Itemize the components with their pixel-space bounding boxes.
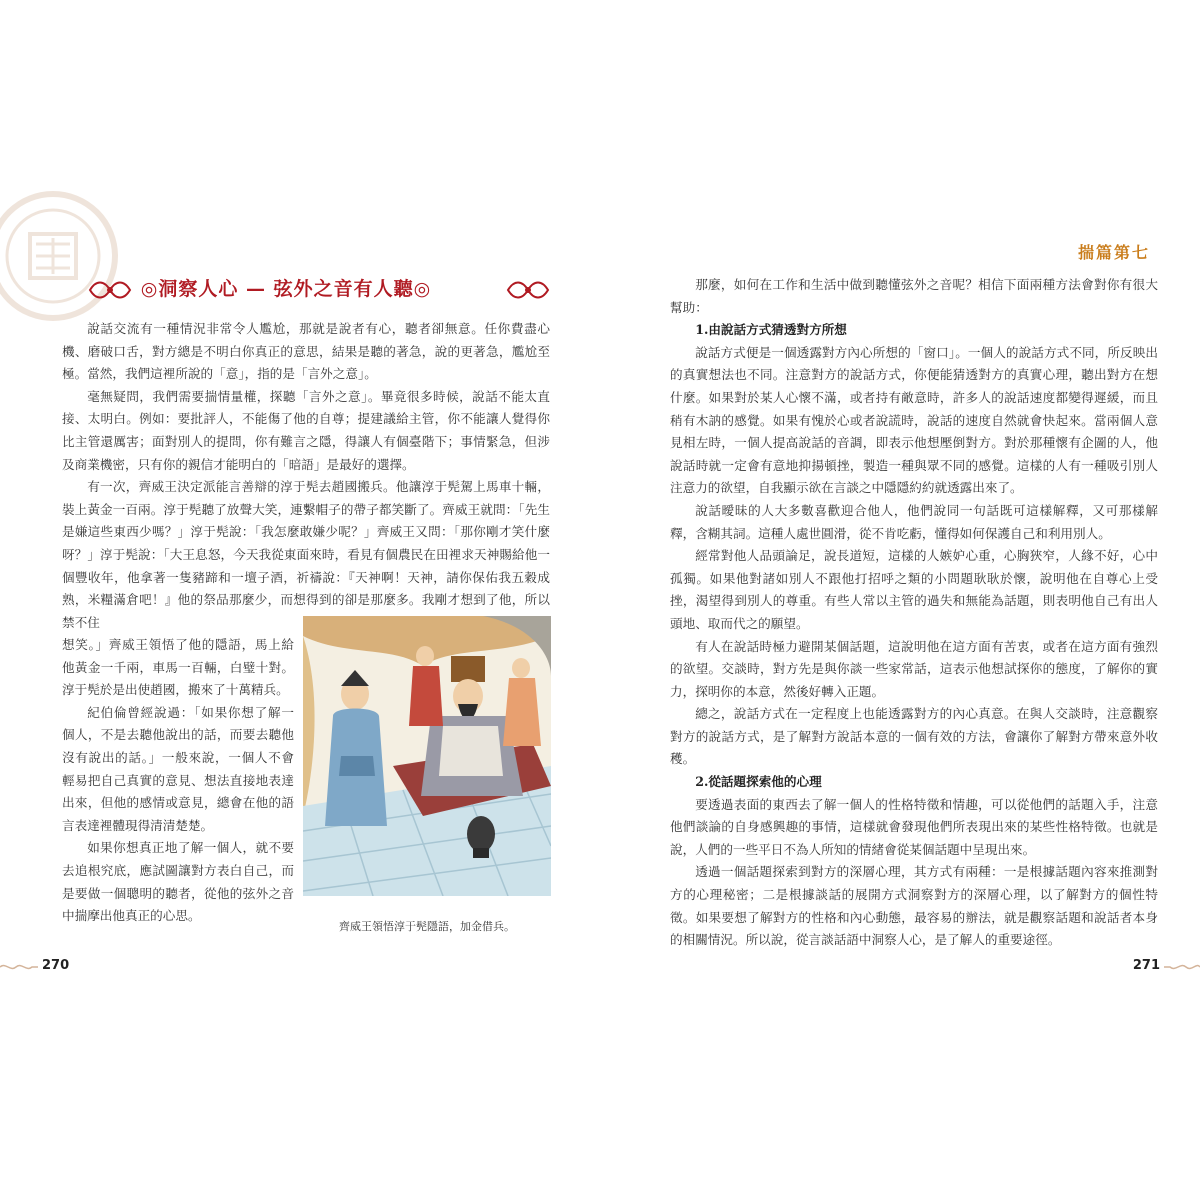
paragraph: 有一次，齊威王決定派能言善辯的淳于髡去趙國搬兵。他讓淳于髡駕上馬車十輛，裝上黃金一百兩。淳于髡聽了放聲大笑，連繫帽子的帶子都笑斷了。齊威王就問：「先生是嫌這些東西少嗎？」淳于髡說：「我怎麼敢嫌少呢？」齊威王又問：「那你剛才笑什麼呀？」淳于髡說：「大王息怒，今天我從東面來時，看見有個農民在田裡求天神賜給他一個豐收年，他拿著一隻豬蹄和一壇子酒，祈禱說：『天神啊！天神，請你保佑我五穀成熟，米糧滿倉吧！』他的祭品那麼少，而想得到的卻是那麼多。我剛才想到了他，所以禁不住 (62, 479, 550, 630)
paragraph: 紀伯倫曾經說過：「如果你想了解一個人，不是去聽他說出的話，而要去聽他沒有說出的話。」一般來說，一個人不會輕易把自己真實的意見、想法直接地表達出來，但他的感情或意見，總會在他的語言表達裡體現得清清楚楚。 (62, 704, 294, 833)
paragraph: 要透過表面的東西去了解一個人的性格特徵和情趣，可以從他們的話題入手，注意他們談論的自身感興趣的事情，這樣就會發現他們所表現出來的某些性格特徵。也就是說，人們的一些平日不為人所知的情緒會從某個話題中呈現出來。 (670, 796, 1158, 857)
section-title: ◎洞察人心 — 弦外之音有人聽◎ (140, 278, 432, 300)
chapter-heading: 揣篇第七 (1077, 243, 1150, 262)
left-lower-text (62, 634, 294, 928)
paragraph: 如果你想真正地了解一個人，就不要去追根究底，應試圖讓對方表白自己，而是要做一個聰明的聽者，從他的弦外之音中揣摩出他真正的心思。 (62, 840, 294, 924)
section-title-row (70, 274, 550, 306)
knot-ornament-icon (88, 280, 132, 300)
paragraph: 說話曖昧的人大多數喜歡迎合他人，他們說同一句話既可這樣解釋，又可那樣解釋，含糊其詞。這種人處世圓滑，從不肯吃虧，懂得如何保護自己和利用別人。 (670, 502, 1158, 541)
paragraph: 透過一個話題探索到對方的深層心理，其方式有兩種：一是根據話題內容來推測對方的心理秘密；二是根據談話的展開方式洞察對方的深層心理，以了解對方的個性特徵。如果要想了解對方的性格和內心動態，最容易的辦法，就是觀察話題和說話者本身的相關情況。所以說，從言談話語中洞察人心，是了解人的重要途徑。 (670, 864, 1158, 948)
illustration-caption: 齊威王領悟淳于髡隱語，加金借兵。 (339, 920, 515, 933)
paragraph: 說話方式便是一個透露對方內心所想的「窗口」。一個人的說話方式不同，所反映出的真實想法也不同。注意對方的說話方式，你便能猜透對方的真實心理，聽出對方在想什麼。如果對於某人心懷不滿，或者持有敵意時，許多人的說話速度都變得遲緩，而且稍有木訥的感覺。如果有愧於心或者說謊時，說話的速度自然就會快起來。當兩個人意見相左時，一個人提高說話的音調，即表示他想壓倒對方。對於那種懷有企圖的人，他說話時就一定會有意地抑揚頓挫，製造一種與眾不同的感覺。這樣的人有一種吸引別人注意力的欲望，自我顯示欲在言談之中隱隱約約就透露出來了。 (670, 344, 1158, 496)
paragraph: 說話交流有一種情況非常令人尷尬，那就是說者有心，聽者卻無意。任你費盡心機、磨破口舌，對方總是不明白你真正的意思，結果是聽的著急，說的更著急，尷尬至極。當然，我們這裡所說的「意」，指的是「言外之意」。 (62, 321, 550, 382)
page-ornament-icon (1164, 962, 1200, 972)
page-number: 271 (1132, 958, 1160, 973)
left-upper-text (62, 318, 550, 634)
right-page (600, 190, 1200, 990)
paragraph: 總之，說話方式在一定程度上也能透露對方的內心真意。在與人交談時，注意觀察對方的說話方式，是了解對方說話本意的一個有效的方法，會讓你了解對方帶來意外收穫。 (670, 706, 1158, 767)
paragraph: 想笑。」齊威王領悟了他的隱語，馬上給他黃金一千兩，車馬一百輛，白璧十對。淳于髡於是出使趙國，搬來了十萬精兵。 (62, 637, 294, 698)
subheading: 1.由說話方式猜透對方所想 (695, 322, 847, 338)
paragraph: 有人在說話時極力避開某個話題，這說明他在這方面有苦衷，或者在這方面有強烈的欲望。交談時，對方先是與你談一些家常話，這表示他想試探你的態度，了解你的實力，探明你的本意，然後好轉入正題。 (670, 638, 1158, 699)
left-page (0, 190, 600, 990)
right-text (670, 274, 1158, 952)
knot-ornament-icon (506, 280, 550, 300)
illustration-image (303, 616, 551, 896)
paragraph: 毫無疑問，我們需要揣情量權，探聽「言外之意」。畢竟很多時候，說話不能太直接、太明白。例如：要批評人，不能傷了他的自尊；提建議給主管，你不能讓人覺得你比主管還厲害；面對別人的提問，你有難言之隱，得讓人有個臺階下；事情緊急，但涉及商業機密，只有你的親信才能明白的「暗語」是最好的選擇。 (62, 388, 550, 472)
paragraph: 經常對他人品頭論足，說長道短，這樣的人嫉妒心重，心胸狹窄，人緣不好，心中孤獨。如果他對諸如別人不跟他打招呼之類的小問題耿耿於懷，說明他在自尊心上受挫，渴望得到別人的尊重。有些人常以主管的過失和無能為話題，則表明他自己有出人頭地、取而代之的願望。 (670, 548, 1158, 631)
page-ornament-icon (0, 962, 38, 972)
paragraph: 那麼，如何在工作和生活中做到聽懂弦外之音呢？相信下面兩種方法會對你有很大幫助： (670, 277, 1158, 315)
page-number: 270 (42, 958, 70, 973)
subheading: 2.從話題探索他的心理 (695, 774, 822, 790)
